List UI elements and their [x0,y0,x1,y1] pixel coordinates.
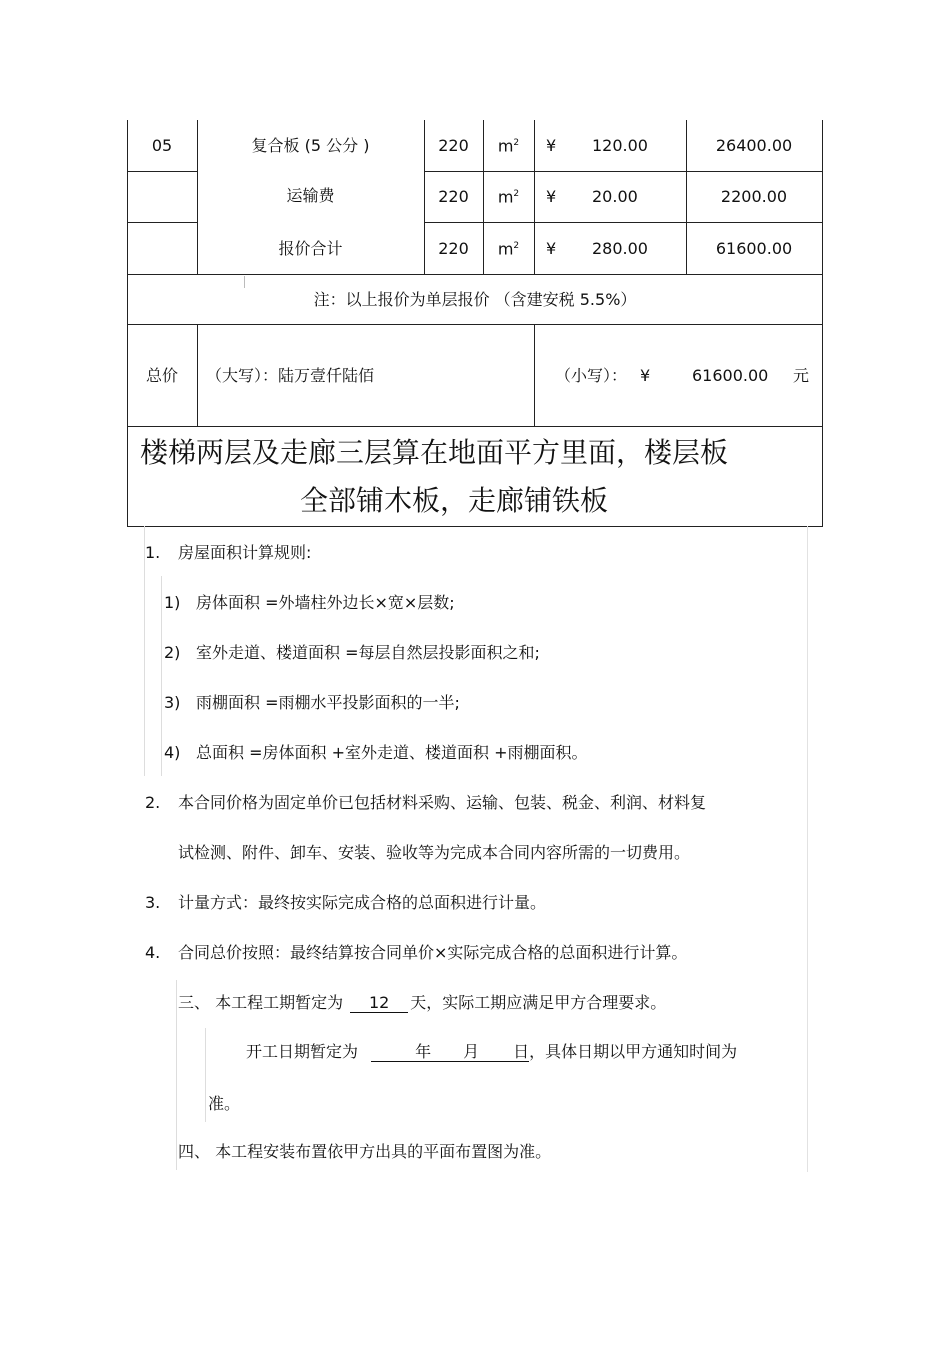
total-amount-lower: 61600.00 [692,366,769,385]
item-unit: $m^2$ [497,239,520,259]
total-amount-upper: （大写）：陆万壹仟陆佰 [206,366,375,385]
line-total: 2200.00 [720,187,788,206]
currency-unit: 元 [793,366,810,385]
line-total: 26400.00 [715,136,793,155]
row-number: 05 [151,136,173,155]
sub-clause-canopy-area: 雨棚面积 =雨棚水平投影面积的一半; [196,693,460,712]
start-date-line2: 准。 [208,1094,241,1113]
floor-remark-line2: 全部铺木板，走廊铺铁板 [300,484,609,517]
section-construction-period: 三、 本工程工期暂定为 12 天，实际工期应满足甲方合理要求。 [178,993,667,1012]
unit-price: 280.00 [592,239,648,258]
item-quantity: 220 [438,187,469,206]
item-unit: $m^2$ [497,187,520,207]
unit-price: 20.00 [592,187,638,206]
item-unit: $m^2$ [497,136,520,156]
item-name: 复合板 (5 公分 ) [251,136,370,155]
clause-price-scope-line1: 本合同价格为固定单价已包括材料采购、运输、包装、税金、利润、材料复 [178,793,707,812]
line-total: 61600.00 [715,239,793,258]
start-date-line: 开工日期暂定为 年 月 日，具体日期以甲方通知时间为 [246,1042,738,1061]
item-quantity: 220 [438,239,469,258]
sub-clause-corridor-area: 室外走道、楼道面积 =每层自然层投影面积之和; [196,643,540,662]
clause-price-scope-line2: 试检测、附件、卸车、安装、验收等为完成本合同内容所需的一切费用。 [178,843,691,862]
price-note: 注：以上报价为单层报价 （含建安税 5.5%） [313,290,637,309]
sub-clause-total-area: 总面积 =房体面积 +室外走道、楼道面积 +雨棚面积。 [196,743,588,762]
clause-measurement: 计量方式：最终按实际完成合格的总面积进行计量。 [178,893,547,912]
currency-symbol: ¥ [640,366,651,385]
clause-number: 2. [145,793,161,812]
sub-clause-number: 1) [164,593,181,612]
floor-remark-line1: 楼梯两层及走廊三层算在地面平方里面，楼层板 [140,436,729,469]
sub-clause-building-area: 房体面积 =外墙柱外边长×宽×层数; [196,593,455,612]
clause-number: 1. [145,543,161,562]
period-days-field: 12 [350,994,408,1013]
item-quantity: 220 [438,136,469,155]
start-date-field: 年 月 日 [371,1043,529,1062]
clause-contract-total: 合同总价按照：最终结算按合同单价×实际完成合格的总面积进行计算。 [178,943,688,962]
currency-symbol: ¥ [546,187,557,206]
total-label: 总价 [145,366,178,385]
clause-number: 4. [145,943,161,962]
unit-price: 120.00 [592,136,648,155]
currency-symbol: ¥ [546,136,557,155]
item-name: 运输费 [286,186,335,205]
clause-number: 3. [145,893,161,912]
total-amount-lower-label: （小写）： [555,366,628,385]
sub-clause-number: 4) [164,743,181,762]
sub-clause-number: 3) [164,693,181,712]
sub-clause-number: 2) [164,643,181,662]
clause-area-rules: 房屋面积计算规则: [178,543,312,562]
section-layout: 四、 本工程安装布置依甲方出具的平面布置图为准。 [178,1142,552,1161]
item-name: 报价合计 [278,239,343,258]
currency-symbol: ¥ [546,239,557,258]
